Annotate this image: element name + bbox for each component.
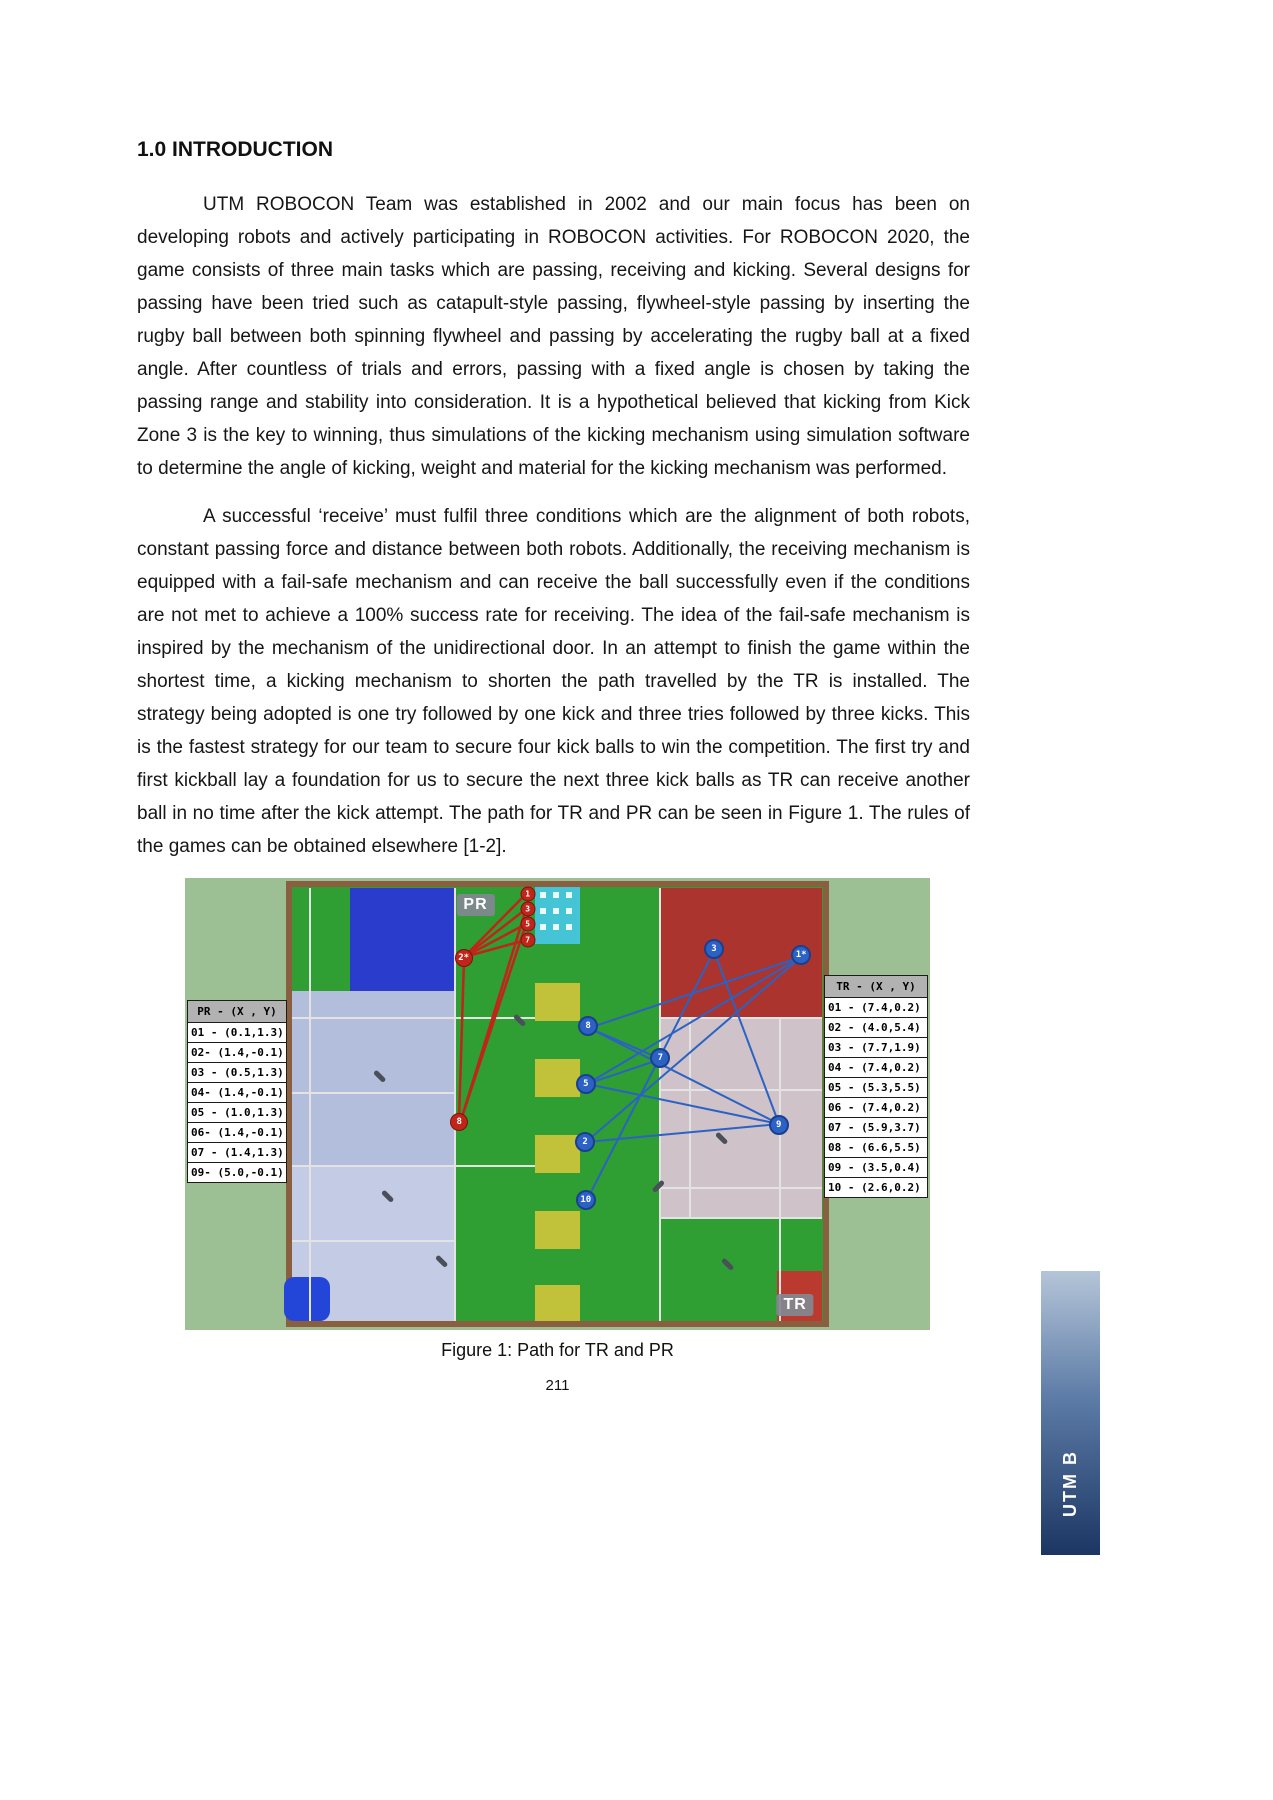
- figure-caption: Figure 1: Path for TR and PR: [441, 1340, 674, 1360]
- pr-table-row: 01 - (0.1,1.3): [187, 1023, 287, 1043]
- path-node: 9: [769, 1115, 789, 1135]
- path-node: 3: [704, 939, 724, 959]
- tr-table-header: TR - (X , Y): [824, 975, 928, 998]
- tr-table-row: 06 - (7.4,0.2): [824, 1098, 928, 1118]
- path-node: 8: [450, 1113, 468, 1131]
- pr-table-row: 02- (1.4,-0.1): [187, 1043, 287, 1063]
- page-content: [137, 138, 970, 1394]
- tr-table-row: 10 - (2.6,0.2): [824, 1178, 928, 1198]
- paragraph-2: A successful ‘receive’ must fulfil three conditions which are the alignment of both robots, constant passing force and distance between both robots. Additionally, the receiving mechanism is equipped with a fail-safe mechanism and can receive the ball successfully even if the conditions are not met to achieve a 100% success rate for receiving. The idea of the fail-safe mechanism is inspired by the mechanism of the unidirectional door. In an attempt to finish the game within the shortest time, a kicking mechanism to shorten the path travelled by the TR is installed. The strategy being adopted is one try followed by one kick and three tries followed by three kicks. This is the fastest strategy for our team to secure four kick balls to win the competition. The first try and first kickball lay a foundation for us to secure the next three kick balls as TR can receive another ball in no time after the kick attempt. The path for TR and PR can be seen in Figure 1. The rules of the games can be obtained elsewhere [1-2].: [137, 506, 970, 857]
- tr-table-row: 09 - (3.5,0.4): [824, 1158, 928, 1178]
- path-node: 5: [520, 917, 535, 932]
- path-node: 8: [578, 1016, 598, 1036]
- tr-table-rows: [824, 998, 928, 1198]
- path-node: 1*: [791, 945, 811, 965]
- pr-coordinate-table: [187, 1000, 287, 1183]
- tr-table-row: 05 - (5.3,5.5): [824, 1078, 928, 1098]
- page-number: 211: [545, 1377, 570, 1394]
- path-node: 7: [650, 1048, 670, 1068]
- paragraph-1: UTM ROBOCON Team was established in 2002 and our main focus has been on developing robots and actively participating in ROBOCON activities. For ROBOCON 2020, the game consists of three main tasks which are passing, receiving and kicking. Several designs for passing have been tried such as catapult-style passing, flywheel-style passing by inserting the rugby ball between both spinning flywheel and passing by accelerating the rugby ball at a fixed angle. After countless of trials and errors, passing with a fixed angle is chosen by taking the passing range and stability into consideration. It is a hypothetical believed that kicking from Kick Zone 3 is the key to winning, thus simulations of the kicking mechanism using simulation software to determine the angle of kicking, weight and material for the kicking mechanism was performed.: [137, 194, 970, 479]
- tr-table-row: 01 - (7.4,0.2): [824, 998, 928, 1018]
- path-node: 2: [575, 1132, 595, 1152]
- pr-table-row: 05 - (1.0,1.3): [187, 1103, 287, 1123]
- section-heading: 1.0 INTRODUCTION: [137, 138, 334, 161]
- path-node: 3: [520, 902, 535, 917]
- tr-table-row: 08 - (6.6,5.5): [824, 1138, 928, 1158]
- pr-table-row: 03 - (0.5,1.3): [187, 1063, 287, 1083]
- pr-table-row: 09- (5.0,-0.1): [187, 1163, 287, 1183]
- pr-table-row: 04- (1.4,-0.1): [187, 1083, 287, 1103]
- tr-table-row: 03 - (7.7,1.9): [824, 1038, 928, 1058]
- path-node: 2*: [455, 949, 473, 967]
- tr-table-row: 02 - (4.0,5.4): [824, 1018, 928, 1038]
- side-tab-utm-b: [1041, 1271, 1100, 1555]
- path-node: 1: [520, 886, 535, 901]
- pr-table-row: 06- (1.4,-0.1): [187, 1123, 287, 1143]
- path-node-layer: [185, 878, 930, 1330]
- pr-table-header: PR - (X , Y): [187, 1000, 287, 1023]
- path-node: 10: [576, 1190, 596, 1210]
- figure-1: [185, 878, 930, 1330]
- tr-table-row: 04 - (7.4,0.2): [824, 1058, 928, 1078]
- side-tab-label: UTM B: [1060, 1450, 1080, 1517]
- tr-robot-badge: TR: [776, 1294, 813, 1316]
- pr-table-rows: [187, 1023, 287, 1183]
- tr-coordinate-table: [824, 975, 928, 1198]
- tr-table-row: 07 - (5.9,3.7): [824, 1118, 928, 1138]
- pr-robot-badge: PR: [456, 894, 494, 916]
- path-node: 7: [520, 932, 535, 947]
- path-node: 5: [576, 1074, 596, 1094]
- pr-table-row: 07 - (1.4,1.3): [187, 1143, 287, 1163]
